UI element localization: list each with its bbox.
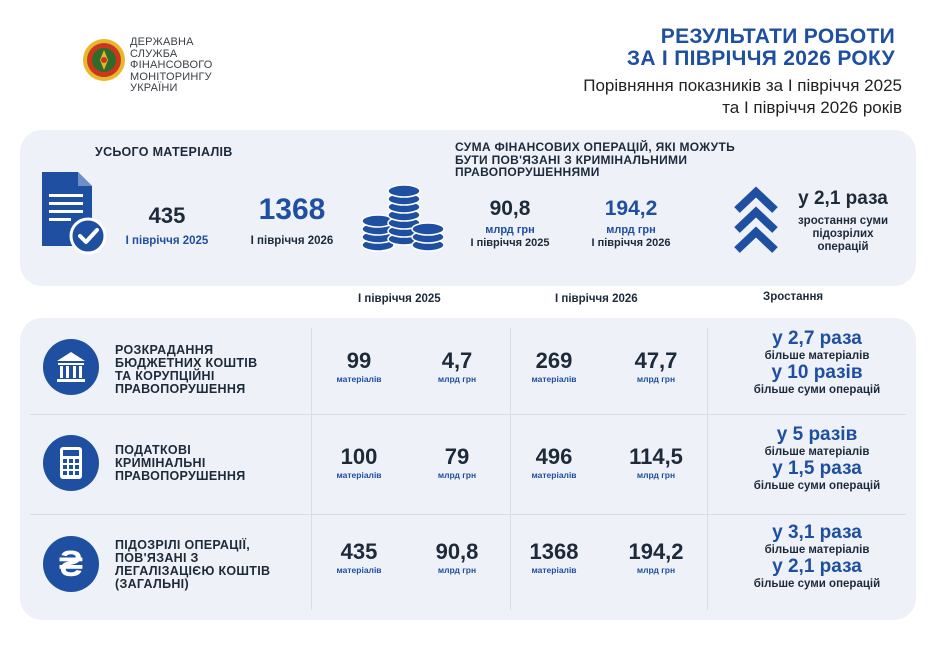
divider (30, 514, 906, 515)
row-label-line: ПОВ'ЯЗАНІ З (115, 551, 199, 565)
row2-sum-2025 (418, 444, 496, 480)
value: 79 (444, 444, 470, 469)
materials-heading: УСЬОГО МАТЕРІАЛІВ (95, 145, 233, 159)
value: 194,2 (628, 539, 684, 564)
unit: млрд грн (636, 374, 676, 384)
agency-name-line: СЛУЖБА (130, 47, 178, 60)
row3-sum-2026 (617, 539, 695, 575)
sum-2025-value: 90,8 (489, 197, 531, 220)
row3-materials-2025 (320, 539, 398, 575)
growth-materials-text: більше матеріалів (764, 446, 870, 458)
summary-growth-text (783, 215, 903, 254)
row1-materials-2026 (515, 348, 593, 384)
page-subtitle (583, 75, 902, 119)
agency-name (130, 37, 213, 95)
row-label-tax (115, 444, 245, 483)
value: 90,8 (435, 539, 479, 564)
row2-sum-2026 (617, 444, 695, 480)
column-header-2025: І півріччя 2025 (358, 293, 441, 305)
growth-sum: у 2,1 раза (772, 556, 862, 577)
divider (30, 414, 906, 415)
divider (707, 328, 708, 610)
row-label-embezzlement (115, 344, 257, 396)
growth-materials-text: більше матеріалів (764, 350, 870, 362)
unit: млрд грн (437, 565, 477, 575)
sum-heading (455, 141, 735, 179)
materials-2026 (237, 193, 347, 247)
value: 269 (535, 348, 573, 373)
divider (510, 328, 511, 610)
value: 100 (340, 444, 378, 469)
document-check-icon (40, 170, 106, 256)
subtitle-line-1: Порівняння показників за І півріччя 2025 (583, 76, 902, 95)
value: 1368 (529, 539, 579, 564)
bank-icon (43, 339, 99, 395)
growth-materials: у 5 разів (776, 424, 858, 445)
summary-growth-line: операцій (817, 241, 869, 253)
sum-2026-unit: млрд грн (606, 224, 656, 236)
unit: матеріалів (336, 374, 382, 384)
hryvnia-icon: ₴ (43, 536, 99, 592)
sum-2026-label: І півріччя 2026 (591, 237, 671, 249)
row-label-line: (ЗАГАЛЬНІ) (115, 577, 189, 591)
growth-materials: у 3,1 раза (772, 522, 862, 543)
row3-growth (722, 522, 912, 590)
sum-2026-value: 194,2 (604, 197, 658, 220)
row-label-line: ПРАВОПОРУШЕННЯ (115, 469, 246, 483)
growth-materials: у 2,7 раза (772, 328, 862, 349)
unit: млрд грн (636, 470, 676, 480)
row-label-line: КРИМІНАЛЬНІ (115, 456, 206, 470)
materials-2025 (122, 203, 212, 247)
value: 4,7 (441, 348, 473, 373)
growth-sum: у 10 разів (771, 362, 863, 383)
agency-name-line: ФІНАНСОВОГО (130, 59, 213, 71)
sum-heading-line: ПРАВОПОРУШЕННЯМИ (455, 165, 600, 179)
unit: матеріалів (531, 374, 577, 384)
value: 496 (535, 444, 573, 469)
column-header-growth: Зростання (763, 291, 824, 303)
growth-sum-text: більше суми операцій (753, 480, 881, 492)
row-label-line: ПІДОЗРІЛІ ОПЕРАЦІЇ, (115, 538, 250, 552)
coins-icon (360, 183, 446, 253)
unit: млрд грн (437, 374, 477, 384)
title-line-1: РЕЗУЛЬТАТИ РОБОТИ (660, 25, 895, 48)
subtitle-line-2: та І півріччя 2026 років (722, 98, 902, 117)
growth-sum: у 1,5 раза (772, 458, 862, 479)
sum-2025-label: І півріччя 2025 (470, 237, 550, 249)
unit: матеріалів (531, 470, 577, 480)
agency-name-line: УКРАЇНИ (130, 82, 178, 94)
row2-materials-2025 (320, 444, 398, 480)
row2-materials-2026 (515, 444, 593, 480)
row-label-line: ТА КОРУПЦІЙНІ (115, 369, 215, 383)
page-title (627, 26, 895, 70)
row-label-legalization (115, 539, 270, 591)
agency-name-line: МОНІТОРИНГУ (130, 70, 212, 83)
sum-2025 (455, 197, 565, 249)
sum-heading-line: СУМА ФІНАНСОВИХ ОПЕРАЦІЙ, ЯКІ МОЖУТЬ (455, 140, 735, 154)
materials-2026-label: І півріччя 2026 (250, 235, 334, 247)
row-label-line: ПРАВОПОРУШЕННЯ (115, 382, 246, 396)
unit: матеріалів (531, 565, 577, 575)
row-label-line: РОЗКРАДАННЯ (115, 343, 214, 357)
growth-sum-text: більше суми операцій (753, 578, 881, 590)
agency-name-line: ДЕРЖАВНА (130, 36, 194, 48)
sum-2025-unit: млрд грн (485, 224, 535, 236)
growth-materials-text: більше матеріалів (764, 544, 870, 556)
summary-growth (783, 188, 903, 254)
row2-growth (722, 424, 912, 492)
unit: матеріалів (336, 565, 382, 575)
materials-2025-value: 435 (148, 203, 186, 228)
row1-sum-2025 (418, 348, 496, 384)
unit: матеріалів (336, 470, 382, 480)
growth-sum-text: більше суми операцій (753, 384, 881, 396)
unit: млрд грн (636, 565, 676, 575)
materials-2025-label: І півріччя 2025 (125, 235, 209, 247)
title-line-2: ЗА І ПІВРІЧЧЯ 2026 РОКУ (626, 47, 895, 70)
value: 47,7 (634, 348, 678, 373)
value: 114,5 (629, 444, 683, 469)
summary-growth-line: підозрілих (812, 228, 874, 240)
summary-growth-value: у 2,1 раза (798, 188, 888, 209)
value: 99 (346, 348, 372, 373)
materials-2026-value: 1368 (258, 193, 326, 226)
value: 435 (340, 539, 378, 564)
row3-materials-2026 (515, 539, 593, 575)
sum-2026 (576, 197, 686, 249)
calculator-icon (43, 435, 99, 491)
row1-growth (722, 328, 912, 396)
chevrons-up-icon (733, 186, 779, 260)
sum-heading-line: БУТИ ПОВ'ЯЗАНІ З КРИМІНАЛЬНИМИ (455, 152, 688, 167)
divider (311, 328, 312, 610)
row3-sum-2025 (418, 539, 496, 575)
column-header-2026: І півріччя 2026 (555, 293, 638, 305)
summary-growth-line: зростання суми (797, 215, 889, 227)
row1-sum-2026 (617, 348, 695, 384)
row-label-line: ПОДАТКОВІ (115, 443, 192, 457)
unit: млрд грн (437, 470, 477, 480)
row-label-line: БЮДЖЕТНИХ КОШТІВ (115, 356, 258, 370)
row-label-line: ЛЕГАЛІЗАЦІЄЮ КОШТІВ (115, 564, 271, 578)
row1-materials-2025 (320, 348, 398, 384)
agency-logo (82, 38, 126, 82)
